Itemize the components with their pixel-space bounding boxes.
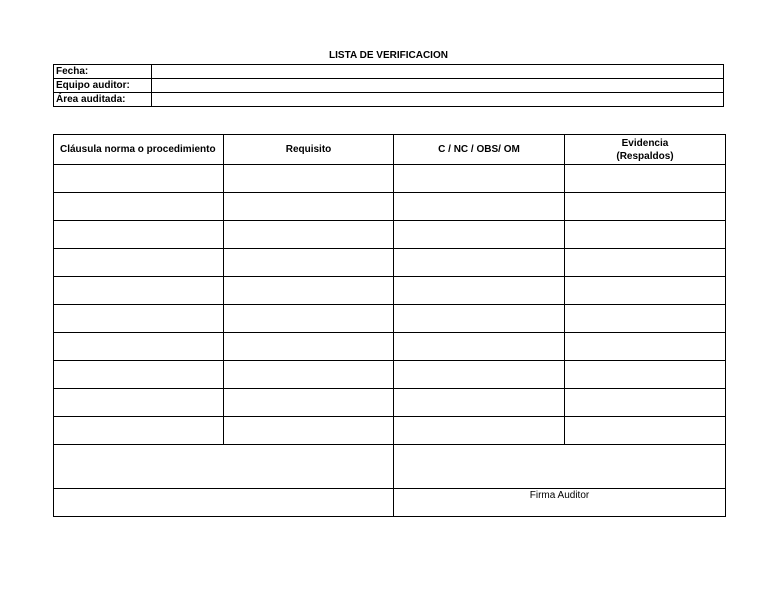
estado-cell[interactable]	[394, 305, 565, 333]
table-row	[54, 277, 726, 305]
clausula-cell[interactable]	[54, 193, 224, 221]
evidencia-cell[interactable]	[565, 305, 726, 333]
header-estado: C / NC / OBS/ OM	[394, 135, 565, 165]
summary-row	[54, 445, 726, 489]
summary-left-cell[interactable]	[54, 445, 394, 489]
requisito-cell[interactable]	[224, 249, 394, 277]
evidencia-cell[interactable]	[565, 417, 726, 445]
header-evidencia-line2: (Respaldos)	[616, 150, 674, 162]
info-label-equipo: Equipo auditor:	[54, 79, 152, 93]
estado-cell[interactable]	[394, 333, 565, 361]
signature-left-cell[interactable]	[54, 489, 394, 517]
requisito-cell[interactable]	[224, 165, 394, 193]
evidencia-cell[interactable]	[565, 333, 726, 361]
estado-cell[interactable]	[394, 165, 565, 193]
estado-cell[interactable]	[394, 249, 565, 277]
checklist-table	[53, 134, 726, 517]
estado-cell[interactable]	[394, 417, 565, 445]
evidencia-cell[interactable]	[565, 221, 726, 249]
clausula-cell[interactable]	[54, 249, 224, 277]
clausula-cell[interactable]	[54, 389, 224, 417]
table-row	[54, 333, 726, 361]
requisito-cell[interactable]	[224, 361, 394, 389]
header-evidencia	[565, 135, 726, 165]
info-row-equipo	[54, 79, 724, 93]
table-row	[54, 221, 726, 249]
info-label-area: Área auditada:	[54, 93, 152, 107]
page-title: LISTA DE VERIFICACION	[329, 50, 448, 61]
signature-label: Firma Auditor	[529, 490, 590, 501]
header-requisito: Requisito	[224, 135, 394, 165]
signature-area[interactable]	[394, 445, 726, 489]
requisito-cell[interactable]	[224, 193, 394, 221]
requisito-cell[interactable]	[224, 417, 394, 445]
requisito-cell[interactable]	[224, 305, 394, 333]
info-row-area	[54, 93, 724, 107]
header-evidencia-line1: Evidencia	[621, 137, 669, 149]
header-row	[54, 135, 726, 165]
estado-cell[interactable]	[394, 277, 565, 305]
requisito-cell[interactable]	[224, 389, 394, 417]
estado-cell[interactable]	[394, 193, 565, 221]
table-row	[54, 417, 726, 445]
clausula-cell[interactable]	[54, 361, 224, 389]
equipo-auditor-field[interactable]	[152, 79, 724, 93]
info-label-fecha: Fecha:	[54, 65, 152, 79]
evidencia-cell[interactable]	[565, 361, 726, 389]
table-row	[54, 193, 726, 221]
info-row-fecha	[54, 65, 724, 79]
info-table	[53, 64, 724, 107]
table-row	[54, 305, 726, 333]
signature-row	[54, 489, 726, 517]
table-row	[54, 249, 726, 277]
estado-cell[interactable]	[394, 389, 565, 417]
area-auditada-field[interactable]	[152, 93, 724, 107]
clausula-cell[interactable]	[54, 305, 224, 333]
evidencia-cell[interactable]	[565, 165, 726, 193]
clausula-cell[interactable]	[54, 333, 224, 361]
requisito-cell[interactable]	[224, 277, 394, 305]
table-row	[54, 389, 726, 417]
evidencia-cell[interactable]	[565, 193, 726, 221]
requisito-cell[interactable]	[224, 333, 394, 361]
clausula-cell[interactable]	[54, 417, 224, 445]
requisito-cell[interactable]	[224, 221, 394, 249]
table-row	[54, 361, 726, 389]
evidencia-cell[interactable]	[565, 277, 726, 305]
table-row	[54, 165, 726, 193]
fecha-field[interactable]	[152, 65, 724, 79]
evidencia-cell[interactable]	[565, 389, 726, 417]
estado-cell[interactable]	[394, 221, 565, 249]
clausula-cell[interactable]	[54, 221, 224, 249]
estado-cell[interactable]	[394, 361, 565, 389]
clausula-cell[interactable]	[54, 165, 224, 193]
signature-label-cell	[394, 489, 726, 517]
clausula-cell[interactable]	[54, 277, 224, 305]
header-clausula: Cláusula norma o procedimiento	[54, 135, 224, 165]
evidencia-cell[interactable]	[565, 249, 726, 277]
